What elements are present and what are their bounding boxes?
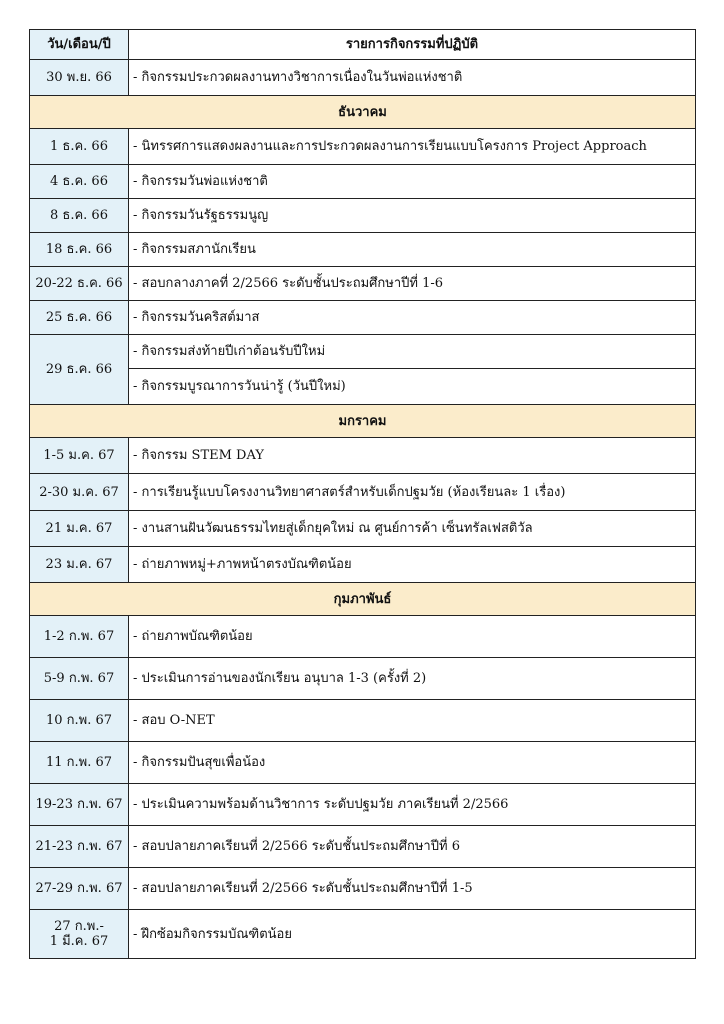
month-label: มกราคม [30, 405, 696, 438]
schedule-body [30, 60, 696, 959]
date-cell: 19-23 ก.พ. 67 [30, 784, 129, 826]
month-label: ธันวาคม [30, 96, 696, 129]
date-cell: 30 พ.ย. 66 [30, 60, 129, 96]
date-cell: 8 ธ.ค. 66 [30, 199, 129, 233]
date-cell: 25 ธ.ค. 66 [30, 301, 129, 335]
table-row [30, 335, 696, 369]
table-row [30, 438, 696, 474]
date-cell: 18 ธ.ค. 66 [30, 233, 129, 267]
date-line: 1 มี.ค. 67 [49, 934, 109, 949]
table-row [30, 616, 696, 658]
table-row [30, 369, 696, 405]
activity-cell: - ถ่ายภาพบัณฑิตน้อย [129, 616, 696, 658]
activity-cell: - ฝึกซ้อมกิจกรรมบัณฑิตน้อย [129, 910, 696, 959]
date-cell: 5-9 ก.พ. 67 [30, 658, 129, 700]
month-header-row [30, 583, 696, 616]
date-cell: 1 ธ.ค. 66 [30, 129, 129, 165]
date-cell: 1-5 ม.ค. 67 [30, 438, 129, 474]
month-header-row [30, 96, 696, 129]
activity-cell: - กิจกรรมวันคริสต์มาส [129, 301, 696, 335]
date-cell: 21-23 ก.พ. 67 [30, 826, 129, 868]
table-row [30, 301, 696, 335]
date-cell: 21 ม.ค. 67 [30, 511, 129, 547]
activity-cell: - กิจกรรมวันพ่อแห่งชาติ [129, 165, 696, 199]
table-row [30, 129, 696, 165]
activity-cell: - ประเมินการอ่านของนักเรียน อนุบาล 1-3 (ครั้งที่ 2) [129, 658, 696, 700]
table-row [30, 868, 696, 910]
table-row [30, 199, 696, 233]
table-row [30, 60, 696, 96]
month-header-row [30, 405, 696, 438]
table-row [30, 511, 696, 547]
table-row [30, 826, 696, 868]
date-cell: 27-29 ก.พ. 67 [30, 868, 129, 910]
activity-cell: - กิจกรรมบูรณาการวันน่ารู้ (วันปีใหม่) [129, 369, 696, 405]
activity-cell: - สอบปลายภาคเรียนที่ 2/2566 ระดับชั้นประถมศึกษาปีที่ 1-5 [129, 868, 696, 910]
table-row [30, 474, 696, 511]
month-label: กุมภาพันธ์ [30, 583, 696, 616]
schedule-table [29, 29, 696, 959]
activity-cell: - สอบ O-NET [129, 700, 696, 742]
table-row [30, 165, 696, 199]
date-cell: 1-2 ก.พ. 67 [30, 616, 129, 658]
table-row [30, 547, 696, 583]
activity-cell: - สอบปลายภาคเรียนที่ 2/2566 ระดับชั้นประถมศึกษาปีที่ 6 [129, 826, 696, 868]
date-cell: 23 ม.ค. 67 [30, 547, 129, 583]
activity-cell: - กิจกรรมประกวดผลงานทางวิชาการเนื่องในวันพ่อแห่งชาติ [129, 60, 696, 96]
activity-cell: - กิจกรรมสภานักเรียน [129, 233, 696, 267]
activity-cell: - งานสานฝันวัฒนธรรมไทยสู่เด็กยุคใหม่ ณ ศูนย์การค้า เซ็นทรัลเฟสติวัล [129, 511, 696, 547]
date-cell [30, 910, 129, 959]
header-row [30, 30, 696, 60]
date-cell: 4 ธ.ค. 66 [30, 165, 129, 199]
activity-column-header: รายการกิจกรรมที่ปฏิบัติ [129, 30, 696, 60]
table-row [30, 700, 696, 742]
table-row [30, 784, 696, 826]
date-cell: 2-30 ม.ค. 67 [30, 474, 129, 511]
activity-cell: - กิจกรรม STEM DAY [129, 438, 696, 474]
activity-cell: - ประเมินความพร้อมด้านวิชาการ ระดับปฐมวัย ภาคเรียนที่ 2/2566 [129, 784, 696, 826]
activity-cell: - สอบกลางภาคที่ 2/2566 ระดับชั้นประถมศึกษาปีที่ 1-6 [129, 267, 696, 301]
date-cell: 29 ธ.ค. 66 [30, 335, 129, 405]
date-cell: 11 ก.พ. 67 [30, 742, 129, 784]
activity-cell: - กิจกรรมส่งท้ายปีเก่าต้อนรับปีใหม่ [129, 335, 696, 369]
table-row [30, 910, 696, 959]
date-cell: 20-22 ธ.ค. 66 [30, 267, 129, 301]
table-row [30, 233, 696, 267]
activity-cell: - ถ่ายภาพหมู่+ภาพหน้าตรงบัณฑิตน้อย [129, 547, 696, 583]
table-row [30, 658, 696, 700]
activity-cell: - นิทรรศการแสดงผลงานและการประกวดผลงานการเรียนแบบโครงการ Project Approach [129, 129, 696, 165]
date-cell: 10 ก.พ. 67 [30, 700, 129, 742]
activity-cell: - กิจกรรมวันรัฐธรรมนูญ [129, 199, 696, 233]
date-line: 27 ก.พ.- [54, 919, 104, 934]
date-column-header: วัน/เดือน/ปี [30, 30, 129, 60]
activity-cell: - การเรียนรู้แบบโครงงานวิทยาศาสตร์สำหรับเด็กปฐมวัย (ห้องเรียนละ 1 เรื่อง) [129, 474, 696, 511]
table-row [30, 267, 696, 301]
table-row [30, 742, 696, 784]
activity-cell: - กิจกรรมปันสุขเพื่อน้อง [129, 742, 696, 784]
